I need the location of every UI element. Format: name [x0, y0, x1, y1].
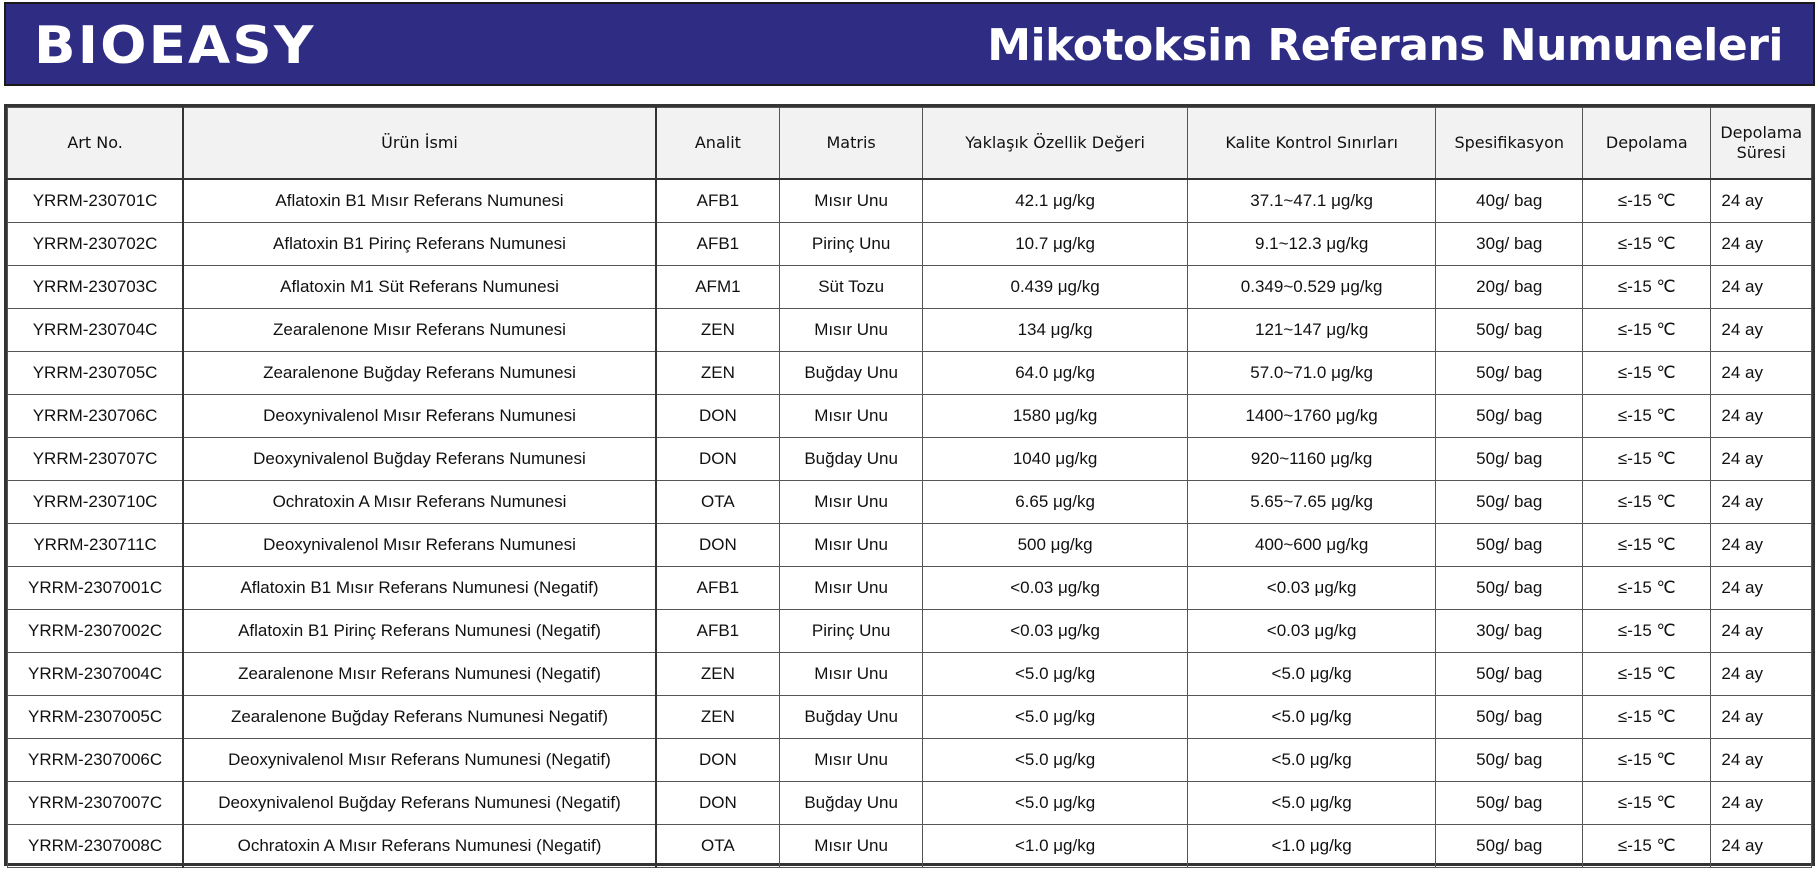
- cell-approx-value: ˂5.0 μg/kg: [923, 696, 1188, 739]
- cell-approx-value: 1580 μg/kg: [923, 395, 1188, 438]
- table-row: [8, 309, 1812, 352]
- cell-storage: ≤-15 ℃: [1583, 481, 1711, 524]
- cell-analyte: OTA: [656, 825, 780, 868]
- cell-matrix: Mısır Unu: [779, 481, 922, 524]
- cell-matrix: Mısır Unu: [779, 653, 922, 696]
- cell-storage: ≤-15 ℃: [1583, 223, 1711, 266]
- table-row: [8, 653, 1812, 696]
- table-row: [8, 739, 1812, 782]
- cell-analyte: ZEN: [656, 352, 780, 395]
- cell-specification: 30g/ bag: [1436, 223, 1583, 266]
- cell-specification: 50g/ bag: [1436, 481, 1583, 524]
- cell-storage: ≤-15 ℃: [1583, 352, 1711, 395]
- cell-storage-duration: 24 ay: [1711, 352, 1812, 395]
- cell-specification: 50g/ bag: [1436, 567, 1583, 610]
- cell-specification: 20g/ bag: [1436, 266, 1583, 309]
- cell-approx-value: 0.439 μg/kg: [923, 266, 1188, 309]
- cell-art-no: YRRM-2307005C: [8, 696, 184, 739]
- cell-qc-limits: 121~147 μg/kg: [1187, 309, 1435, 352]
- cell-qc-limits: 5.65~7.65 μg/kg: [1187, 481, 1435, 524]
- cell-approx-value: ˂0.03 μg/kg: [923, 567, 1188, 610]
- cell-matrix: Buğday Unu: [779, 438, 922, 481]
- cell-analyte: AFB1: [656, 610, 780, 653]
- table-row: [8, 481, 1812, 524]
- table-row: [8, 438, 1812, 481]
- cell-specification: 50g/ bag: [1436, 653, 1583, 696]
- column-header-specification: Spesifikasyon: [1436, 108, 1583, 180]
- cell-storage: ≤-15 ℃: [1583, 696, 1711, 739]
- cell-specification: 50g/ bag: [1436, 395, 1583, 438]
- cell-matrix: Pirinç Unu: [779, 610, 922, 653]
- cell-specification: 50g/ bag: [1436, 309, 1583, 352]
- cell-matrix: Mısır Unu: [779, 309, 922, 352]
- cell-art-no: YRRM-230702C: [8, 223, 184, 266]
- cell-approx-value: 42.1 μg/kg: [923, 179, 1188, 223]
- cell-approx-value: ˂0.03 μg/kg: [923, 610, 1188, 653]
- column-header-product-name: Ürün İsmi: [183, 108, 656, 180]
- cell-analyte: AFM1: [656, 266, 780, 309]
- cell-product-name: Deoxynivalenol Buğday Referans Numunesi: [183, 438, 656, 481]
- cell-storage-duration: 24 ay: [1711, 739, 1812, 782]
- cell-storage-duration: 24 ay: [1711, 266, 1812, 309]
- cell-art-no: YRRM-230701C: [8, 179, 184, 223]
- column-header-matrix: Matris: [779, 108, 922, 180]
- cell-approx-value: 134 μg/kg: [923, 309, 1188, 352]
- cell-specification: 50g/ bag: [1436, 825, 1583, 868]
- cell-art-no: YRRM-230711C: [8, 524, 184, 567]
- cell-storage: ≤-15 ℃: [1583, 524, 1711, 567]
- cell-art-no: YRRM-2307006C: [8, 739, 184, 782]
- cell-analyte: AFB1: [656, 567, 780, 610]
- cell-art-no: YRRM-230703C: [8, 266, 184, 309]
- cell-storage: ≤-15 ℃: [1583, 739, 1711, 782]
- cell-art-no: YRRM-230705C: [8, 352, 184, 395]
- cell-approx-value: 1040 μg/kg: [923, 438, 1188, 481]
- cell-qc-limits: 57.0~71.0 μg/kg: [1187, 352, 1435, 395]
- table-row: [8, 782, 1812, 825]
- cell-product-name: Deoxynivalenol Mısır Referans Numunesi: [183, 395, 656, 438]
- cell-storage-duration: 24 ay: [1711, 825, 1812, 868]
- header-banner: [4, 2, 1815, 86]
- cell-matrix: Süt Tozu: [779, 266, 922, 309]
- cell-product-name: Ochratoxin A Mısır Referans Numunesi (Negatif): [183, 825, 656, 868]
- cell-qc-limits: ˂0.03 μg/kg: [1187, 567, 1435, 610]
- cell-qc-limits: 400~600 μg/kg: [1187, 524, 1435, 567]
- table-row: [8, 610, 1812, 653]
- product-table: [7, 107, 1812, 868]
- cell-art-no: YRRM-2307007C: [8, 782, 184, 825]
- cell-analyte: DON: [656, 438, 780, 481]
- cell-art-no: YRRM-230704C: [8, 309, 184, 352]
- cell-art-no: YRRM-2307004C: [8, 653, 184, 696]
- cell-product-name: Deoxynivalenol Mısır Referans Numunesi (Negatif): [183, 739, 656, 782]
- cell-storage: ≤-15 ℃: [1583, 825, 1711, 868]
- cell-analyte: DON: [656, 524, 780, 567]
- cell-approx-value: 10.7 μg/kg: [923, 223, 1188, 266]
- cell-storage-duration: 24 ay: [1711, 223, 1812, 266]
- cell-matrix: Pirinç Unu: [779, 223, 922, 266]
- cell-qc-limits: 0.349~0.529 μg/kg: [1187, 266, 1435, 309]
- cell-specification: 40g/ bag: [1436, 179, 1583, 223]
- cell-qc-limits: 920~1160 μg/kg: [1187, 438, 1435, 481]
- cell-specification: 50g/ bag: [1436, 352, 1583, 395]
- cell-matrix: Buğday Unu: [779, 696, 922, 739]
- cell-approx-value: ˂5.0 μg/kg: [923, 782, 1188, 825]
- cell-specification: 50g/ bag: [1436, 739, 1583, 782]
- cell-storage-duration: 24 ay: [1711, 438, 1812, 481]
- cell-storage-duration: 24 ay: [1711, 309, 1812, 352]
- cell-analyte: ZEN: [656, 653, 780, 696]
- cell-approx-value: ˂5.0 μg/kg: [923, 653, 1188, 696]
- cell-approx-value: ˂1.0 μg/kg: [923, 825, 1188, 868]
- product-table-container: [4, 104, 1815, 866]
- table-row: [8, 567, 1812, 610]
- cell-qc-limits: 1400~1760 μg/kg: [1187, 395, 1435, 438]
- cell-storage-duration: 24 ay: [1711, 179, 1812, 223]
- column-header-analyte: Analit: [656, 108, 780, 180]
- cell-specification: 50g/ bag: [1436, 696, 1583, 739]
- cell-qc-limits: ˂5.0 μg/kg: [1187, 696, 1435, 739]
- column-header-qc-limits: Kalite Kontrol Sınırları: [1187, 108, 1435, 180]
- cell-product-name: Zearalenone Mısır Referans Numunesi (Negatif): [183, 653, 656, 696]
- cell-product-name: Aflatoxin B1 Pirinç Referans Numunesi (Negatif): [183, 610, 656, 653]
- cell-specification: 50g/ bag: [1436, 524, 1583, 567]
- cell-product-name: Ochratoxin A Mısır Referans Numunesi: [183, 481, 656, 524]
- cell-product-name: Zearalenone Buğday Referans Numunesi Negatif): [183, 696, 656, 739]
- cell-analyte: ZEN: [656, 696, 780, 739]
- cell-storage: ≤-15 ℃: [1583, 782, 1711, 825]
- cell-matrix: Mısır Unu: [779, 739, 922, 782]
- header-row: [8, 108, 1812, 180]
- cell-storage-duration: 24 ay: [1711, 782, 1812, 825]
- table-header: [8, 108, 1812, 180]
- column-header-art-no: Art No.: [8, 108, 184, 180]
- cell-analyte: DON: [656, 739, 780, 782]
- cell-storage: ≤-15 ℃: [1583, 438, 1711, 481]
- cell-art-no: YRRM-230710C: [8, 481, 184, 524]
- cell-art-no: YRRM-2307002C: [8, 610, 184, 653]
- cell-qc-limits: ˂5.0 μg/kg: [1187, 653, 1435, 696]
- cell-analyte: OTA: [656, 481, 780, 524]
- cell-product-name: Aflatoxin M1 Süt Referans Numunesi: [183, 266, 656, 309]
- cell-analyte: AFB1: [656, 179, 780, 223]
- cell-storage: ≤-15 ℃: [1583, 653, 1711, 696]
- cell-analyte: DON: [656, 395, 780, 438]
- table-row: [8, 825, 1812, 868]
- cell-art-no: YRRM-2307008C: [8, 825, 184, 868]
- cell-storage: ≤-15 ℃: [1583, 395, 1711, 438]
- page-title: Mikotoksin Referans Numuneleri: [987, 20, 1783, 71]
- cell-matrix: Mısır Unu: [779, 395, 922, 438]
- cell-qc-limits: ˂0.03 μg/kg: [1187, 610, 1435, 653]
- cell-matrix: Mısır Unu: [779, 524, 922, 567]
- cell-qc-limits: ˂5.0 μg/kg: [1187, 739, 1435, 782]
- cell-product-name: Aflatoxin B1 Mısır Referans Numunesi: [183, 179, 656, 223]
- cell-approx-value: 6.65 μg/kg: [923, 481, 1188, 524]
- cell-matrix: Mısır Unu: [779, 179, 922, 223]
- cell-matrix: Mısır Unu: [779, 567, 922, 610]
- table-row: [8, 179, 1812, 223]
- cell-analyte: ZEN: [656, 309, 780, 352]
- bioeasy-logo: BIOEASY: [34, 16, 316, 76]
- cell-storage-duration: 24 ay: [1711, 395, 1812, 438]
- cell-qc-limits: 9.1~12.3 μg/kg: [1187, 223, 1435, 266]
- column-header-approx-value: Yaklaşık Özellik Değeri: [923, 108, 1188, 180]
- cell-product-name: Zearalenone Buğday Referans Numunesi: [183, 352, 656, 395]
- cell-storage: ≤-15 ℃: [1583, 610, 1711, 653]
- table-row: [8, 352, 1812, 395]
- cell-storage-duration: 24 ay: [1711, 481, 1812, 524]
- table-row: [8, 266, 1812, 309]
- cell-matrix: Buğday Unu: [779, 352, 922, 395]
- column-header-storage: Depolama: [1583, 108, 1711, 180]
- cell-matrix: Buğday Unu: [779, 782, 922, 825]
- table-row: [8, 524, 1812, 567]
- cell-product-name: Aflatoxin B1 Pirinç Referans Numunesi: [183, 223, 656, 266]
- cell-storage: ≤-15 ℃: [1583, 567, 1711, 610]
- cell-storage-duration: 24 ay: [1711, 610, 1812, 653]
- cell-storage-duration: 24 ay: [1711, 567, 1812, 610]
- cell-approx-value: 64.0 μg/kg: [923, 352, 1188, 395]
- column-header-storage-duration: Depolama Süresi: [1711, 108, 1812, 180]
- cell-qc-limits: ˂1.0 μg/kg: [1187, 825, 1435, 868]
- cell-storage: ≤-15 ℃: [1583, 179, 1711, 223]
- cell-analyte: AFB1: [656, 223, 780, 266]
- cell-storage: ≤-15 ℃: [1583, 266, 1711, 309]
- cell-product-name: Zearalenone Mısır Referans Numunesi: [183, 309, 656, 352]
- table-row: [8, 696, 1812, 739]
- cell-specification: 50g/ bag: [1436, 782, 1583, 825]
- cell-art-no: YRRM-230706C: [8, 395, 184, 438]
- cell-analyte: DON: [656, 782, 780, 825]
- cell-qc-limits: 37.1~47.1 μg/kg: [1187, 179, 1435, 223]
- cell-approx-value: ˂5.0 μg/kg: [923, 739, 1188, 782]
- cell-art-no: YRRM-230707C: [8, 438, 184, 481]
- cell-specification: 50g/ bag: [1436, 438, 1583, 481]
- cell-matrix: Mısır Unu: [779, 825, 922, 868]
- cell-approx-value: 500 μg/kg: [923, 524, 1188, 567]
- cell-storage: ≤-15 ℃: [1583, 309, 1711, 352]
- cell-art-no: YRRM-2307001C: [8, 567, 184, 610]
- cell-specification: 30g/ bag: [1436, 610, 1583, 653]
- cell-product-name: Deoxynivalenol Mısır Referans Numunesi: [183, 524, 656, 567]
- table-row: [8, 395, 1812, 438]
- cell-product-name: Deoxynivalenol Buğday Referans Numunesi (Negatif): [183, 782, 656, 825]
- cell-qc-limits: ˂5.0 μg/kg: [1187, 782, 1435, 825]
- table-body: [8, 179, 1812, 868]
- cell-storage-duration: 24 ay: [1711, 524, 1812, 567]
- cell-storage-duration: 24 ay: [1711, 696, 1812, 739]
- table-row: [8, 223, 1812, 266]
- cell-storage-duration: 24 ay: [1711, 653, 1812, 696]
- cell-product-name: Aflatoxin B1 Mısır Referans Numunesi (Negatif): [183, 567, 656, 610]
